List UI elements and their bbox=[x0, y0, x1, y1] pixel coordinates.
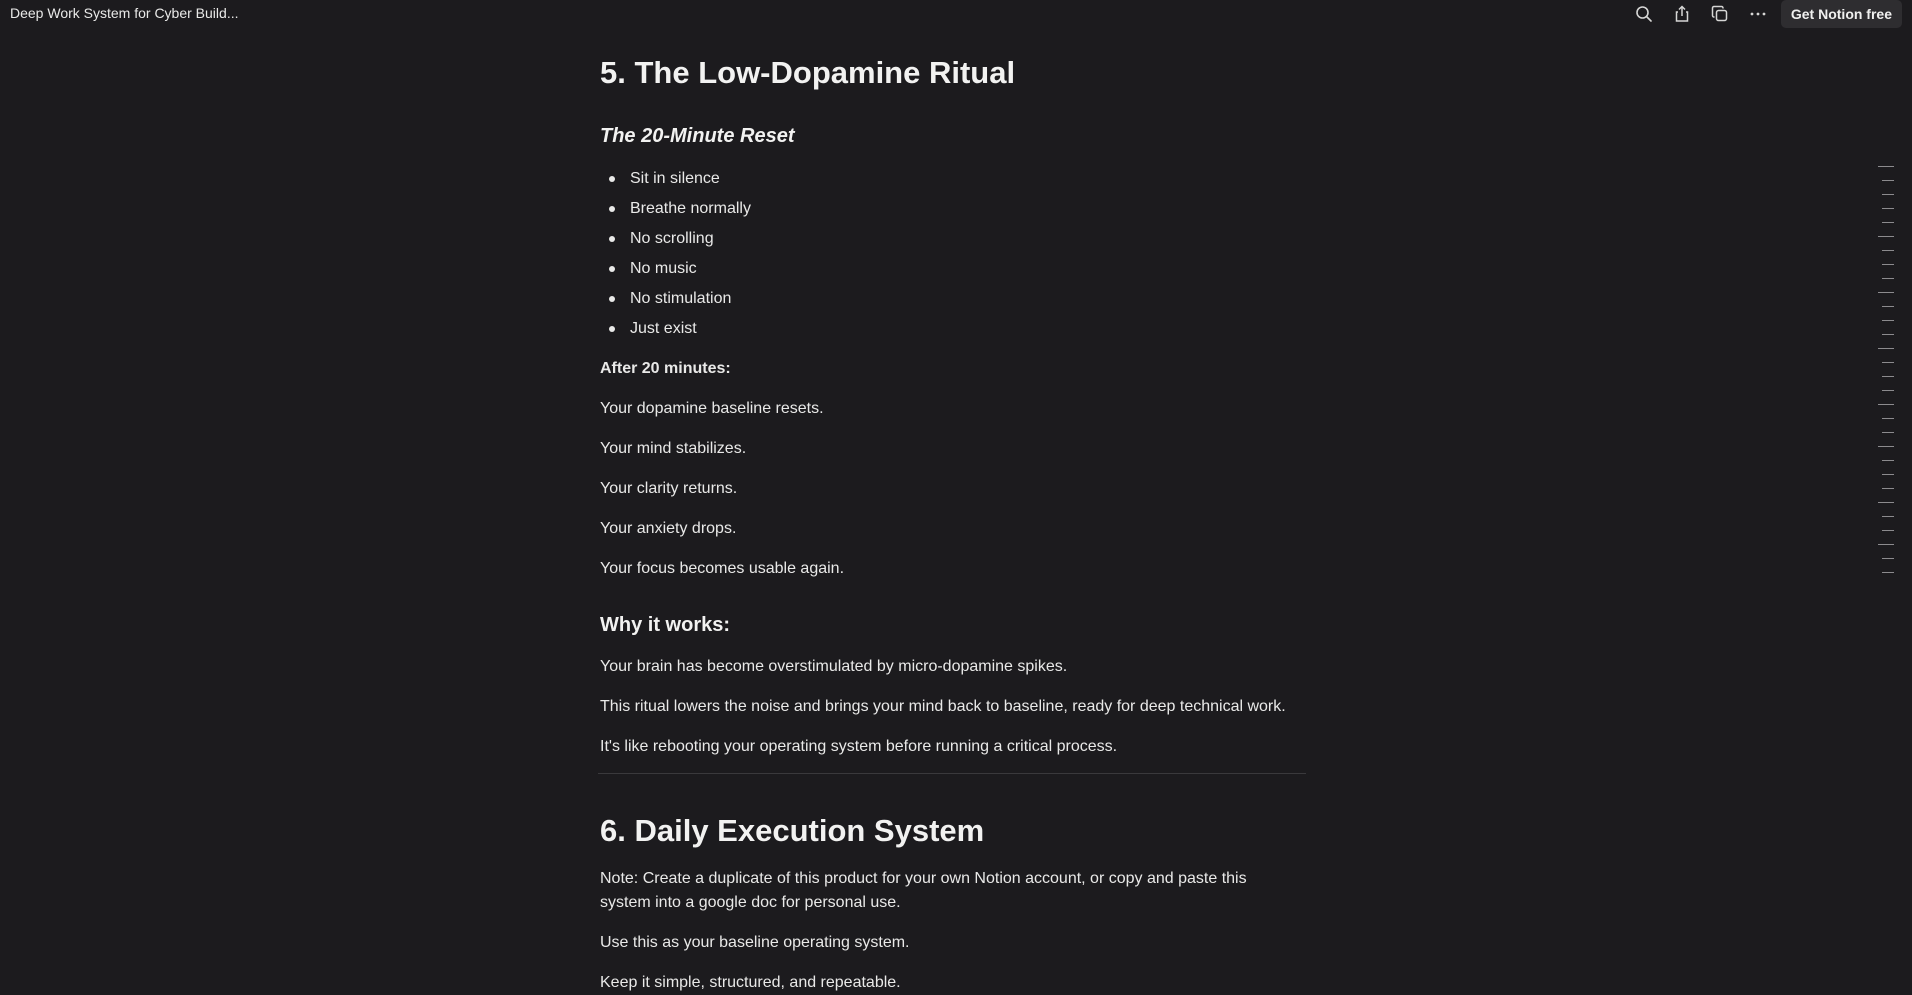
section6-line: Keep it simple, structured, and repeatable. bbox=[600, 974, 901, 991]
toc-line[interactable] bbox=[1882, 516, 1894, 517]
section5-heading: 5. The Low-Dopamine Ritual bbox=[600, 55, 1016, 90]
toc-line[interactable] bbox=[1882, 418, 1894, 419]
toc-line[interactable] bbox=[1882, 208, 1894, 209]
after-line: Your anxiety drops. bbox=[600, 520, 737, 537]
toc-line[interactable] bbox=[1882, 250, 1894, 251]
bullet-dot bbox=[609, 326, 615, 332]
why-heading: Why it works: bbox=[600, 614, 731, 636]
section5-subheading: The 20-Minute Reset bbox=[600, 125, 795, 147]
bullet-dot bbox=[609, 206, 615, 212]
toc-line[interactable] bbox=[1882, 362, 1894, 363]
top-bar bbox=[0, 0, 1912, 28]
after-line: Your clarity returns. bbox=[600, 480, 738, 497]
why-line: It's like rebooting your operating system before running a critical process. bbox=[600, 738, 1118, 755]
toc-line[interactable] bbox=[1878, 404, 1894, 405]
toc-line[interactable] bbox=[1882, 572, 1894, 573]
toc-line[interactable] bbox=[1882, 558, 1894, 559]
toc-line[interactable] bbox=[1882, 530, 1894, 531]
share-icon[interactable] bbox=[1663, 0, 1701, 28]
toc-line[interactable] bbox=[1882, 320, 1894, 321]
section6-line: Use this as your baseline operating system. bbox=[600, 934, 910, 951]
toc-line[interactable] bbox=[1882, 474, 1894, 475]
after-label: After 20 minutes: bbox=[600, 360, 731, 377]
bullet-dot bbox=[609, 266, 615, 272]
more-icon[interactable] bbox=[1739, 0, 1777, 28]
toc-line[interactable] bbox=[1882, 334, 1894, 335]
toc-line[interactable] bbox=[1882, 180, 1894, 181]
toc-line[interactable] bbox=[1878, 446, 1894, 447]
top-actions bbox=[1625, 0, 1902, 28]
after-line: Your focus becomes usable again. bbox=[600, 560, 845, 577]
bullet-dot bbox=[609, 296, 615, 302]
why-line: Your brain has become overstimulated by micro-dopamine spikes. bbox=[600, 658, 1068, 675]
toc-line[interactable] bbox=[1882, 390, 1894, 391]
page-title[interactable]: Deep Work System for Cyber Build... bbox=[10, 5, 239, 21]
bullet-dot bbox=[609, 236, 615, 242]
toc-line[interactable] bbox=[1878, 348, 1894, 349]
toc-line[interactable] bbox=[1882, 194, 1894, 195]
toc-line[interactable] bbox=[1882, 376, 1894, 377]
after-line: Your dopamine baseline resets. bbox=[600, 400, 824, 417]
toc-line[interactable] bbox=[1878, 502, 1894, 503]
toc-line[interactable] bbox=[1882, 488, 1894, 489]
get-notion-free-button[interactable]: Get Notion free bbox=[1781, 0, 1902, 28]
toc-line[interactable] bbox=[1878, 166, 1894, 167]
toc-line[interactable] bbox=[1878, 292, 1894, 293]
toc-line[interactable] bbox=[1882, 306, 1894, 307]
divider bbox=[598, 773, 1306, 774]
toc-line[interactable] bbox=[1882, 264, 1894, 265]
bullet-dot bbox=[609, 176, 615, 182]
search-icon[interactable] bbox=[1625, 0, 1663, 28]
toc-line[interactable] bbox=[1882, 460, 1894, 461]
after-line: Your mind stabilizes. bbox=[600, 440, 747, 457]
why-line: This ritual lowers the noise and brings your mind back to baseline, ready for deep technical work. bbox=[600, 698, 1286, 715]
toc-line[interactable] bbox=[1882, 432, 1894, 433]
toc-line[interactable] bbox=[1882, 278, 1894, 279]
toc-line[interactable] bbox=[1878, 236, 1894, 237]
duplicate-icon[interactable] bbox=[1701, 0, 1739, 28]
section6-heading: 6. Daily Execution System bbox=[600, 813, 985, 848]
section6-note: Note: Create a duplicate of this product for your own Notion account, or copy and paste this system into a google doc for personal use. bbox=[600, 870, 1247, 911]
toc-line[interactable] bbox=[1878, 544, 1894, 545]
toc-line[interactable] bbox=[1882, 222, 1894, 223]
